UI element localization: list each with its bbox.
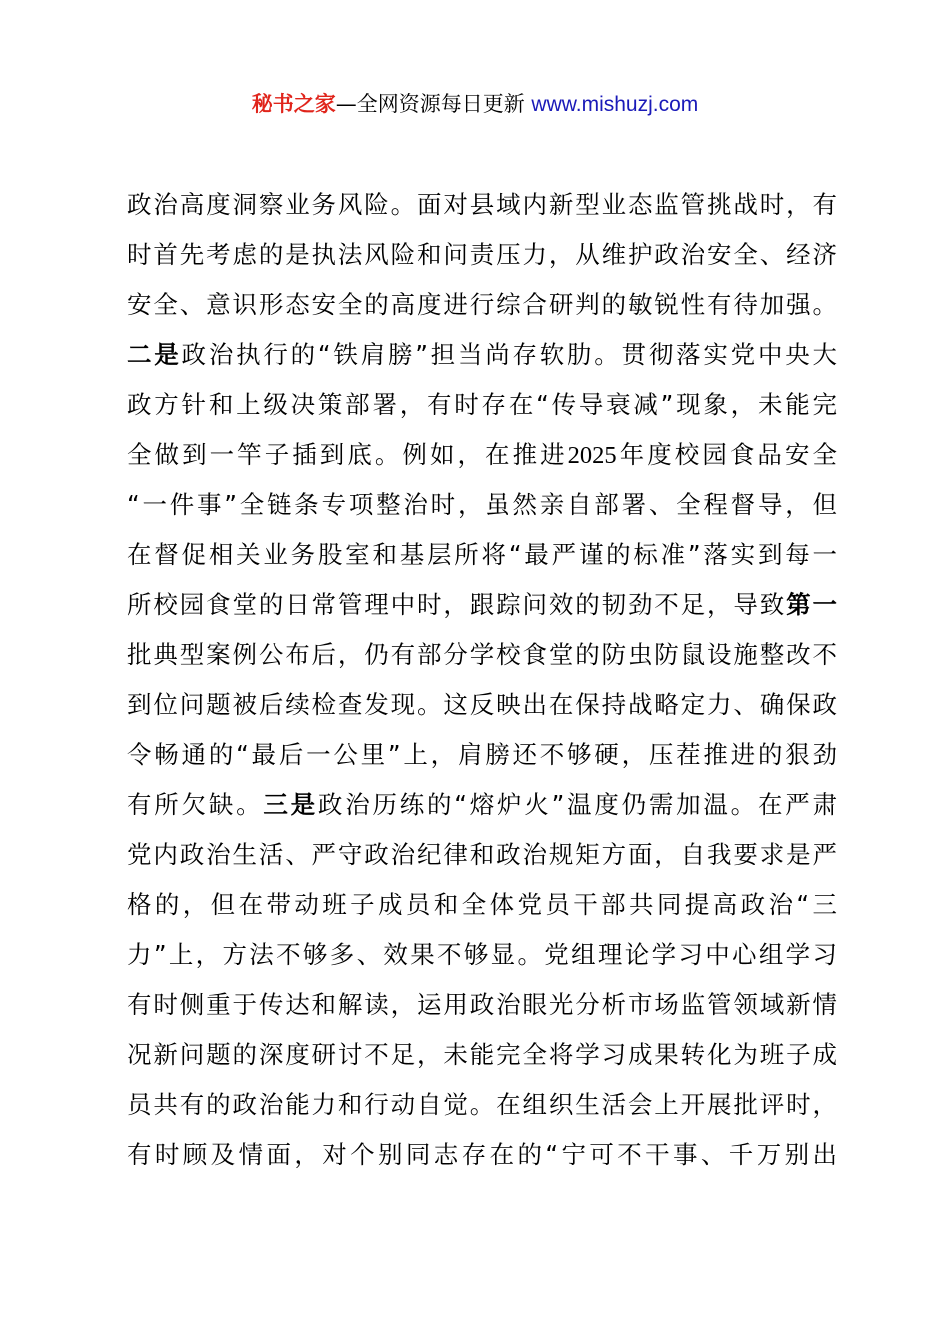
text-line-5: 政方针和上级决策部署，有时存在“传导衰减”现象，未能完 bbox=[127, 390, 837, 419]
text-line-7: “一件事”全链条专项整治时，虽然亲自部署、全程督导，但 bbox=[127, 490, 837, 519]
text-line-8: 在督促相关业务股室和基层所将“最严谨的标准”落实到每一 bbox=[127, 540, 837, 569]
text-line-6-content: 全做到一竿子插到底。例如，在推进 bbox=[127, 440, 568, 469]
text-line-12: 令畅通的“最后一公里”上，肩膀还不够硬，压茬推进的狠劲 bbox=[127, 740, 837, 769]
text-line-1: 政治高度洞察业务风险。面对县域内新型业态监管挑战时，有 bbox=[127, 190, 837, 219]
lead-phrase-two: 二是 bbox=[127, 340, 182, 369]
text-line-9-content: 所校园食堂的日常管理中时，跟踪问效的韧劲不足，导致 bbox=[127, 590, 787, 619]
text-line-2: 时首先考虑的是执法风险和问责压力，从维护政治安全、经济 bbox=[127, 240, 837, 269]
bold-first-phrase: 第一 bbox=[786, 590, 838, 619]
document-body bbox=[127, 180, 837, 1180]
site-slogan: —全网资源每日更新 bbox=[335, 92, 532, 116]
text-line-17: 有时侧重于传达和解读，运用政治眼光分析市场监管领域新情 bbox=[127, 990, 837, 1019]
text-line-14: 党内政治生活、严守政治纪律和政治规矩方面，自我要求是严 bbox=[127, 840, 837, 869]
text-line-9 bbox=[127, 580, 837, 630]
text-line-13 bbox=[127, 780, 837, 830]
site-brand: 秘书之家 bbox=[251, 92, 336, 116]
text-line-19: 员共有的政治能力和行动自觉。在组织生活会上开展批评时， bbox=[127, 1090, 837, 1119]
text-line-4-content: 政治执行的“铁肩膀”担当尚存软肋。贯彻落实党中央大 bbox=[181, 340, 837, 369]
text-line-13-tail: 政治历练的“熔炉火”温度仍需加温。在严肃 bbox=[317, 790, 838, 819]
text-line-18: 况新问题的深度研讨不足，未能完全将学习成果转化为班子成 bbox=[127, 1040, 837, 1069]
text-line-16: 力”上，方法不够多、效果不够显。党组理论学习中心组学习 bbox=[127, 940, 837, 969]
year-number: 2025 bbox=[567, 442, 617, 469]
site-url-link[interactable]: www.mishuzj.com bbox=[531, 93, 699, 116]
text-line-4 bbox=[127, 330, 837, 380]
text-line-20: 有时顾及情面，对个别同志存在的“宁可不干事、千万别出 bbox=[127, 1140, 837, 1169]
text-line-13-content: 有所欠缺。 bbox=[127, 790, 264, 819]
text-line-3: 安全、意识形态安全的高度进行综合研判的敏锐性有待加强。 bbox=[127, 290, 837, 319]
page-header bbox=[0, 88, 950, 121]
text-line-6-tail: 年度校园食品安全 bbox=[616, 440, 838, 469]
text-line-6 bbox=[127, 430, 837, 480]
text-line-10: 批典型案例公布后，仍有部分学校食堂的防虫防鼠设施整改不 bbox=[127, 640, 837, 669]
text-line-11: 到位问题被后续检查发现。这反映出在保持战略定力、确保政 bbox=[127, 690, 837, 719]
lead-phrase-three: 三是 bbox=[263, 790, 318, 819]
text-line-15: 格的，但在带动班子成员和全体党员干部共同提高政治“三 bbox=[127, 890, 837, 919]
